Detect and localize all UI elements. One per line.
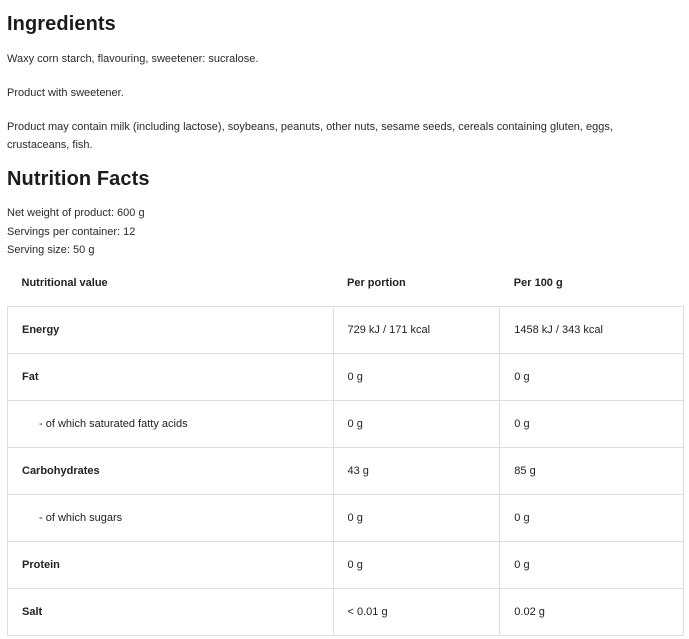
servings-per-container: Servings per container: 12 bbox=[7, 225, 136, 238]
row-name-sugars: - of which sugars bbox=[8, 495, 334, 542]
ingredients-heading: Ingredients bbox=[7, 13, 116, 35]
row-portion-salt: < 0.01 g bbox=[333, 589, 500, 636]
row-portion-protein: 0 g bbox=[333, 542, 500, 589]
allergen-note: Product may contain milk (including lactose), soybeans, peanuts, other nuts, sesame seeds, cereals containing gluten, eggs, crustaceans, fish. bbox=[7, 121, 613, 151]
row-per100-protein: 0 g bbox=[500, 542, 684, 589]
row-name-carbohydrates: Carbohydrates bbox=[8, 448, 334, 495]
net-weight: Net weight of product: 600 g bbox=[7, 207, 145, 219]
row-per100-sugars: 0 g bbox=[500, 495, 684, 542]
header-nutritional-value: Nutritional value bbox=[8, 260, 334, 307]
table-row bbox=[8, 448, 684, 495]
nutrition-table-header bbox=[8, 260, 684, 307]
row-name-saturated-fat: - of which saturated fatty acids bbox=[8, 401, 334, 448]
nutrition-table bbox=[7, 260, 684, 636]
table-row bbox=[8, 401, 684, 448]
row-portion-sugars: 0 g bbox=[333, 495, 500, 542]
row-name-salt: Salt bbox=[8, 589, 334, 636]
row-portion-carbohydrates: 43 g bbox=[333, 448, 500, 495]
row-portion-fat: 0 g bbox=[333, 354, 500, 401]
sweetener-note: Product with sweetener. bbox=[7, 87, 124, 99]
row-per100-saturated-fat: 0 g bbox=[500, 401, 684, 448]
header-per-portion: Per portion bbox=[333, 260, 500, 307]
row-per100-salt: 0.02 g bbox=[500, 589, 684, 636]
table-row bbox=[8, 589, 684, 636]
table-row bbox=[8, 495, 684, 542]
row-portion-saturated-fat: 0 g bbox=[333, 401, 500, 448]
ingredients-composition: Waxy corn starch, flavouring, sweetener: sucralose. bbox=[7, 53, 259, 65]
row-portion-energy: 729 kJ / 171 kcal bbox=[333, 307, 500, 354]
product-meta bbox=[7, 204, 145, 260]
serving-size: Serving size: 50 g bbox=[7, 244, 95, 256]
row-name-fat: Fat bbox=[8, 354, 334, 401]
header-per-100g: Per 100 g bbox=[500, 260, 684, 307]
row-per100-energy: 1458 kJ / 343 kcal bbox=[500, 307, 684, 354]
table-row bbox=[8, 354, 684, 401]
row-per100-fat: 0 g bbox=[500, 354, 684, 401]
row-name-protein: Protein bbox=[8, 542, 334, 589]
row-per100-carbohydrates: 85 g bbox=[500, 448, 684, 495]
table-row bbox=[8, 307, 684, 354]
row-name-energy: Energy bbox=[8, 307, 334, 354]
table-row bbox=[8, 542, 684, 589]
nutrition-facts-heading: Nutrition Facts bbox=[7, 168, 150, 190]
